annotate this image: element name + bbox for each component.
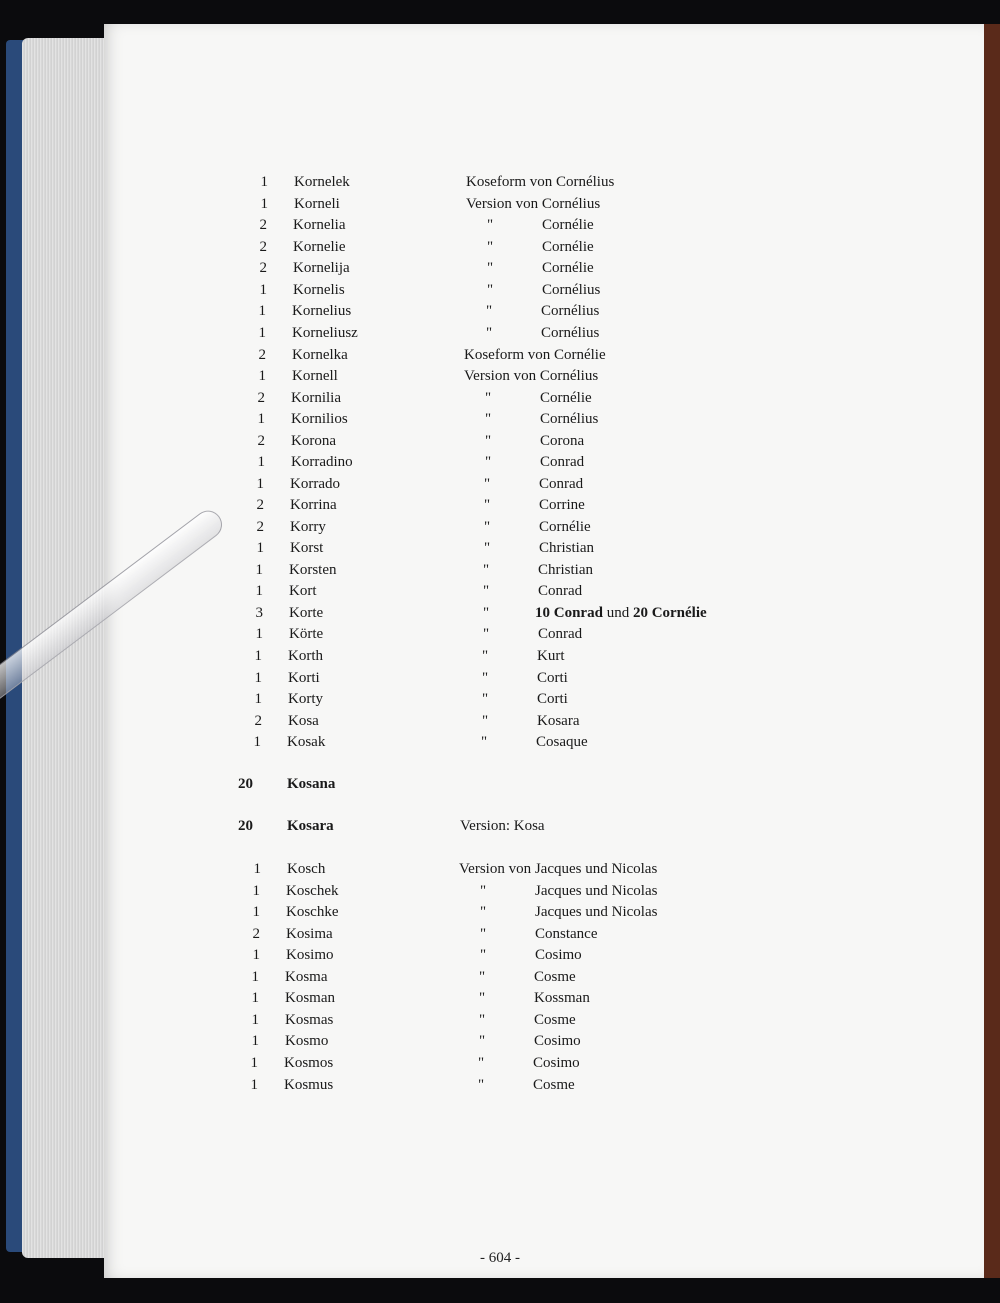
entry-name: Kosa (288, 713, 319, 729)
list-item (0, 411, 1000, 432)
list-item (0, 174, 1000, 195)
ditto-mark: " (485, 411, 492, 427)
entry-name: Kosma (285, 969, 328, 985)
entry-count: 2 (259, 239, 267, 255)
list-item (0, 390, 1000, 411)
entry-name: Kosima (286, 926, 333, 942)
ditto-mark: " (479, 990, 486, 1006)
entry-description: Cosme (534, 969, 576, 985)
ditto-mark: " (480, 904, 487, 920)
list-item (0, 454, 1000, 475)
entry-count: 1 (258, 368, 266, 384)
entry-count: 3 (255, 605, 263, 621)
list-item (0, 282, 1000, 303)
entry-count: 2 (256, 519, 264, 535)
entry-description: Version von Jacques und Nicolas (459, 861, 658, 877)
list-item (0, 883, 1000, 904)
entry-count: 20 (238, 776, 253, 792)
entry-name: Kosmo (285, 1033, 329, 1049)
entry-name: Kornelek (294, 174, 350, 190)
ditto-mark: " (482, 691, 489, 707)
entry-count: 1 (257, 454, 265, 470)
list-item (0, 670, 1000, 691)
ditto-mark: " (486, 325, 493, 341)
ditto-mark: " (482, 713, 489, 729)
entry-name: Kosch (287, 861, 326, 877)
entry-count: 1 (258, 303, 266, 319)
entry-description: Conrad (538, 626, 583, 642)
ditto-mark: " (478, 1055, 485, 1071)
entry-name: Kosmus (284, 1077, 334, 1093)
list-item (0, 861, 1000, 882)
entry-count: 1 (258, 325, 266, 341)
ditto-mark: " (485, 390, 492, 406)
ditto-mark: " (478, 1077, 485, 1093)
ditto-mark: " (482, 648, 489, 664)
entry-name: Korte (289, 605, 324, 621)
ditto-mark: " (479, 1033, 486, 1049)
ditto-mark: " (484, 497, 491, 513)
list-item (0, 947, 1000, 968)
entry-count: 1 (255, 562, 263, 578)
entry-count: 1 (252, 904, 260, 920)
ditto-mark: " (487, 282, 494, 298)
ditto-mark: " (482, 670, 489, 686)
entry-name: Kornelia (293, 217, 346, 233)
entry-description: Cornélius (541, 325, 600, 341)
entry-description: Cornélius (540, 411, 599, 427)
ditto-mark: " (479, 1012, 486, 1028)
entry-description: Cosme (534, 1012, 576, 1028)
entry-count: 1 (253, 734, 261, 750)
entry-count: 2 (258, 347, 266, 363)
entry-description: Cornélie (540, 390, 592, 406)
entry-name: Korrina (290, 497, 337, 513)
ditto-mark: " (487, 239, 494, 255)
entry-count: 1 (259, 282, 267, 298)
list-item (0, 1077, 1000, 1098)
entry-description: Version von Cornélius (464, 368, 599, 384)
entry-name: Kornelis (293, 282, 345, 298)
entry-count: 20 (238, 818, 253, 834)
list-item (0, 519, 1000, 540)
entry-description: 10 Conrad und 20 Cornélie (535, 605, 707, 621)
entry-description: Version von Cornélius (466, 196, 601, 212)
entry-description: Conrad (540, 454, 585, 470)
entry-count: 1 (250, 1077, 258, 1093)
entry-description: Jacques und Nicolas (535, 904, 658, 920)
ditto-mark: " (484, 476, 491, 492)
entry-description: Cornélie (539, 519, 591, 535)
entry-name: Kosimo (286, 947, 334, 963)
entry-name: Kornilios (291, 411, 348, 427)
entry-description: Cornélie (542, 217, 594, 233)
list-item (0, 347, 1000, 368)
entry-description: Cornélie (542, 260, 594, 276)
list-item (0, 476, 1000, 497)
list-item (0, 904, 1000, 925)
entry-count: 1 (252, 883, 260, 899)
entry-name: Korradino (291, 454, 353, 470)
ditto-mark: " (487, 217, 494, 233)
entry-count: 2 (257, 433, 265, 449)
entry-description: Cosme (533, 1077, 575, 1093)
entry-description: Corti (537, 670, 568, 686)
entry-count: 2 (252, 926, 260, 942)
entry-name: Korneli (294, 196, 340, 212)
entry-description: Jacques und Nicolas (535, 883, 658, 899)
entry-count: 1 (255, 626, 263, 642)
entry-description: Kurt (537, 648, 565, 664)
list-item (0, 196, 1000, 217)
entry-count: 1 (255, 583, 263, 599)
list-item (0, 497, 1000, 518)
entry-description: Corrine (539, 497, 585, 513)
ditto-mark: " (486, 303, 493, 319)
entry-count: 1 (253, 861, 261, 877)
ditto-mark: " (485, 433, 492, 449)
entry-count: 1 (251, 1012, 259, 1028)
entry-name: Körte (289, 626, 324, 642)
entry-name: Korty (288, 691, 323, 707)
entry-count: 1 (256, 476, 264, 492)
entry-name: Kosak (287, 734, 326, 750)
entry-description: Christian (538, 562, 593, 578)
entry-name: Korth (288, 648, 323, 664)
list-item (0, 1033, 1000, 1054)
entry-name: Korneliusz (292, 325, 358, 341)
list-item (0, 691, 1000, 712)
entry-name: Korrado (290, 476, 340, 492)
entry-count: 1 (251, 990, 259, 1006)
list-item (0, 1012, 1000, 1033)
entry-description: Cosimo (535, 947, 582, 963)
entry-description: Kossman (534, 990, 590, 1006)
entry-description: Conrad (538, 583, 583, 599)
entry-description: Cosaque (536, 734, 588, 750)
entry-name: Koschke (286, 904, 339, 920)
ditto-mark: " (485, 454, 492, 470)
entry-count: 2 (254, 713, 262, 729)
entry-name: Kornelija (293, 260, 350, 276)
entry-count: 1 (254, 691, 262, 707)
entry-name: Kosara (287, 818, 334, 834)
list-item (0, 605, 1000, 626)
list-item (0, 990, 1000, 1011)
entry-count: 2 (259, 260, 267, 276)
entry-count: 1 (257, 411, 265, 427)
entry-name: Kosmos (284, 1055, 334, 1071)
list-item (0, 969, 1000, 990)
entry-name: Kornelka (292, 347, 348, 363)
entry-count: 1 (252, 947, 260, 963)
entry-description: Version: Kosa (460, 818, 545, 834)
entry-description: Corona (540, 433, 585, 449)
entry-name: Kosmas (285, 1012, 334, 1028)
ditto-mark: " (484, 540, 491, 556)
entry-description: Cornélie (542, 239, 594, 255)
entry-description: Kosara (537, 713, 580, 729)
entry-name: Kornell (292, 368, 338, 384)
entry-count: 1 (251, 969, 259, 985)
list-item (0, 818, 1000, 839)
list-item (0, 217, 1000, 238)
list-item (0, 926, 1000, 947)
entry-count: 2 (256, 497, 264, 513)
ditto-mark: " (480, 883, 487, 899)
list-item (0, 1055, 1000, 1076)
list-item (0, 368, 1000, 389)
entry-count: 1 (260, 196, 268, 212)
entry-count: 1 (254, 670, 262, 686)
list-item (0, 239, 1000, 260)
entry-count: 1 (260, 174, 268, 190)
list-item (0, 734, 1000, 755)
ditto-mark: " (481, 734, 488, 750)
ditto-mark: " (487, 260, 494, 276)
entry-name: Korsten (289, 562, 337, 578)
entry-description: Cosimo (533, 1055, 580, 1071)
entry-name: Kornelie (293, 239, 346, 255)
entry-count: 1 (250, 1055, 258, 1071)
ditto-mark: " (484, 519, 491, 535)
entry-name: Koschek (286, 883, 339, 899)
entry-count: 1 (251, 1033, 259, 1049)
list-item (0, 260, 1000, 281)
list-item (0, 325, 1000, 346)
ditto-mark: " (480, 947, 487, 963)
list-item (0, 713, 1000, 734)
entry-name: Korst (290, 540, 324, 556)
entry-count: 1 (256, 540, 264, 556)
entry-description: Koseform von Cornélie (464, 347, 606, 363)
page-number: - 604 - (480, 1250, 520, 1266)
list-item (0, 433, 1000, 454)
entry-description: Christian (539, 540, 594, 556)
ditto-mark: " (483, 562, 490, 578)
entry-description: Conrad (539, 476, 584, 492)
list-item (0, 648, 1000, 669)
entry-name: Kosana (287, 776, 336, 792)
ditto-mark: " (480, 926, 487, 942)
entry-name: Korona (291, 433, 336, 449)
entry-description: Koseform von Cornélius (466, 174, 615, 190)
entry-name: Korry (290, 519, 326, 535)
list-item (0, 583, 1000, 604)
entry-description: Cornélius (541, 303, 600, 319)
list-item (0, 776, 1000, 797)
entry-name: Kosman (285, 990, 335, 1006)
ditto-mark: " (483, 605, 490, 621)
entry-name: Korti (288, 670, 320, 686)
list-item (0, 626, 1000, 647)
ditto-mark: " (483, 626, 490, 642)
ditto-mark: " (483, 583, 490, 599)
entry-count: 1 (254, 648, 262, 664)
entry-count: 2 (257, 390, 265, 406)
entry-description: Cosimo (534, 1033, 581, 1049)
ditto-mark: " (479, 969, 486, 985)
entry-name: Kort (289, 583, 317, 599)
entry-description: Corti (537, 691, 568, 707)
entry-description: Cornélius (542, 282, 601, 298)
list-item (0, 303, 1000, 324)
entry-name: Kornilia (291, 390, 341, 406)
entry-description: Constance (535, 926, 598, 942)
entry-count: 2 (259, 217, 267, 233)
entry-name: Kornelius (292, 303, 352, 319)
